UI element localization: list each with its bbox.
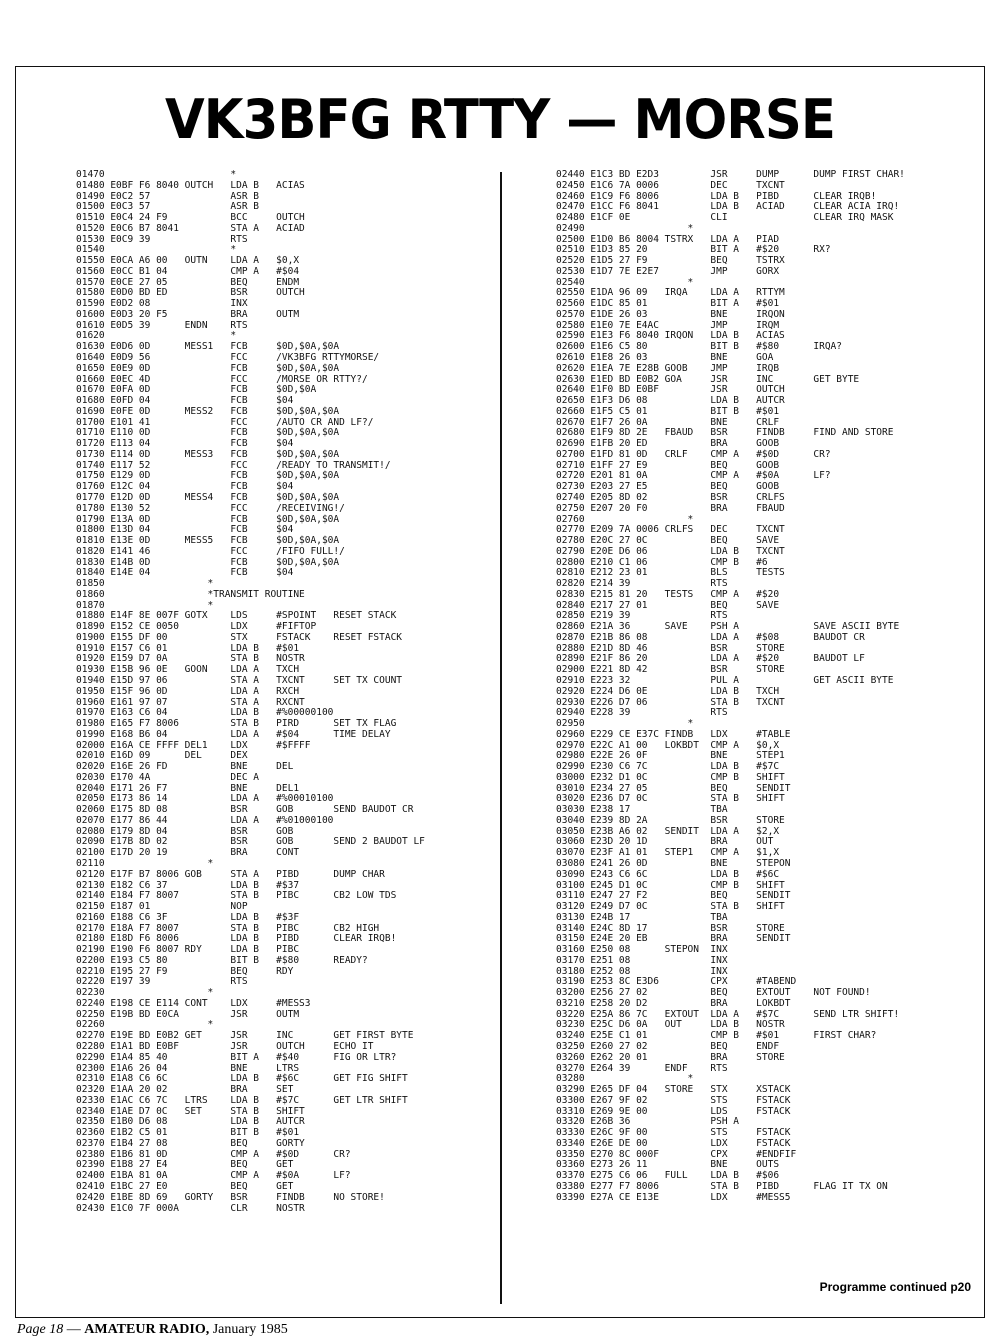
code-line: 01750 E129 0D FCB $0D,$0A,$0A: [76, 470, 340, 482]
code-line: 03350 E270 8C 000F CPX #ENDFIF: [556, 1148, 797, 1160]
code-line: 02980 E22E 26 0F BNE STEP1: [556, 750, 785, 762]
code-line: 01540 *: [76, 244, 237, 256]
code-line: 03390 E27A CE E13E LDX #MESS5: [556, 1191, 791, 1203]
code-line: 03070 E23F A1 01 STEP1 CMP A $1,X: [556, 847, 780, 859]
code-line: 01640 E0D9 56 FCC /VK3BFG RTTYMORSE/: [76, 352, 380, 364]
code-line: 02610 E1E8 26 03 BNE GOA: [556, 352, 774, 364]
code-line: 01940 E15D 97 06 STA A TXCNT SET TX COUNT: [76, 674, 403, 686]
code-line: 01500 E0C3 57 ASR B: [76, 201, 260, 213]
code-line: 02620 E1EA 7E E28B GOOB JMP IRQB: [556, 362, 780, 374]
code-line: 01600 E0D3 20 F5 BRA OUTM: [76, 308, 300, 320]
code-line: 03320 E26B 36 PSH A: [556, 1116, 740, 1128]
code-line: 02920 E224 D6 0E LDA B TXCH: [556, 685, 780, 697]
code-line: 03040 E239 8D 2A BSR STORE: [556, 814, 785, 826]
code-line: 01620 *: [76, 330, 237, 342]
code-line: 02520 E1D5 27 F9 BEQ TSTRX: [556, 255, 785, 267]
code-line: 02490 *: [556, 222, 694, 234]
page-number: Page 18: [17, 1322, 64, 1337]
code-line: 02720 E201 81 0A CMP A #$0A LF?: [556, 470, 831, 482]
code-line: 02900 E221 8D 42 BSR STORE: [556, 664, 785, 676]
code-line: 02890 E21F 86 20 LDA A #$20 BAUDOT LF: [556, 653, 865, 665]
code-line: 03140 E24C 8D 17 BSR STORE: [556, 922, 785, 934]
code-line: 01610 E0D5 39 ENDN RTS: [76, 319, 248, 331]
code-line: 02010 E16D 09 DEL DEX: [76, 750, 248, 762]
code-line: 02060 E175 8D 08 BSR GOB SEND BAUDOT CR: [76, 804, 414, 816]
code-line: 03060 E23D 20 1D BRA OUT: [556, 836, 774, 848]
code-line: 01870 *: [76, 599, 214, 611]
code-line: 02310 E1A8 C6 6C LDA B #$6C GET FIG SHIFT: [76, 1073, 408, 1085]
code-line: 02910 E223 32 PUL A GET ASCII BYTE: [556, 674, 894, 686]
code-line: 02850 E219 39 RTS: [556, 610, 728, 622]
code-line: 01530 E0C9 39 RTS: [76, 233, 248, 245]
code-line: 02080 E179 8D 04 BSR GOB: [76, 825, 294, 837]
column-divider: [500, 172, 502, 1304]
code-line: 03050 E23B A6 02 SENDIT LDA A $2,X: [556, 825, 780, 837]
code-line: 01720 E113 04 FCB $04: [76, 438, 294, 450]
code-line: 01690 E0FE 0D MESS2 FCB $0D,$0A,$0A: [76, 405, 340, 417]
code-line: 03090 E243 C6 6C LDA B #$6C: [556, 868, 780, 880]
code-line: 03130 E24B 17 TBA: [556, 911, 728, 923]
code-line: 02500 E1D0 B6 8004 TSTRX LDA A PIAD: [556, 233, 780, 245]
code-line: 02020 E16E 26 FD BNE DEL: [76, 761, 294, 773]
code-line: 03020 E236 D7 0C STA B SHIFT: [556, 793, 785, 805]
code-line: 02210 E195 27 F9 BEQ RDY: [76, 965, 294, 977]
code-line: 02160 E188 C6 3F LDA B #$3F: [76, 911, 300, 923]
code-line: 02180 E18D F6 8006 LDA B PIBD CLEAR IRQB!: [76, 933, 397, 945]
code-line: 02600 E1E6 C5 80 BIT B #$80 IRQA?: [556, 341, 842, 353]
code-line: 02930 E226 D7 06 STA B TXCNT: [556, 696, 785, 708]
code-line: 03310 E269 9E 00 LDS FSTACK: [556, 1105, 791, 1117]
code-line: 02860 E21A 36 SAVE PSH A SAVE ASCII BYTE: [556, 621, 900, 633]
code-line: 03160 E250 08 STEPON INX: [556, 944, 728, 956]
code-line: 01850 *: [76, 578, 214, 590]
code-line: 02770 E209 7A 0006 CRLFS DEC TXCNT: [556, 524, 785, 536]
code-line: 01910 E157 C6 01 LDA B #$01: [76, 642, 300, 654]
code-line: 02590 E1E3 F6 8040 IRQON LDA B ACIAS: [556, 330, 785, 342]
code-line: 01820 E141 46 FCC /FIFO FULL!/: [76, 545, 345, 557]
code-line: 02450 E1C6 7A 0006 DEC TXCNT: [556, 179, 785, 191]
code-line: 02800 E210 C1 06 CMP B #6: [556, 556, 768, 568]
code-line: 02550 E1DA 96 09 IRQA LDA A RTTYM: [556, 287, 785, 299]
code-line: 02350 E1B0 D6 08 LDA B AUTCR: [76, 1116, 305, 1128]
code-line: 02440 E1C3 BD E2D3 JSR DUMP DUMP FIRST CHAR!: [556, 169, 905, 180]
listing-column-right: [556, 170, 905, 1204]
code-line: 02410 E1BC 27 E0 BEQ GET: [76, 1180, 294, 1192]
code-line: 01810 E13E 0D MESS5 FCB $0D,$0A,$0A: [76, 535, 340, 547]
code-line: 02100 E17D 20 19 BRA CONT: [76, 847, 300, 859]
code-line: 02260 *: [76, 1019, 214, 1031]
code-line: 02650 E1F3 D6 08 LDA B AUTCR: [556, 395, 785, 407]
code-line: 03110 E247 27 F2 BEQ SENDIT: [556, 890, 791, 902]
issue-date: January 1985: [209, 1322, 288, 1337]
code-line: 02240 E198 CE E114 CONT LDX #MESS3: [76, 997, 311, 1009]
code-line: 01880 E14F 8E 007F GOTX LDS #SPOINT RESET STACK: [76, 610, 397, 622]
code-line: 02140 E184 F7 8007 STA B PIBC CB2 LOW TDS: [76, 890, 397, 902]
code-line: 03330 E26C 9F 00 STS FSTACK: [556, 1127, 791, 1139]
code-line: 02630 E1ED BD E0B2 GOA JSR INC GET BYTE: [556, 373, 860, 385]
code-line: 02420 E1BE 8D 69 GORTY BSR FINDB NO STORE!: [76, 1191, 385, 1203]
page-title: VK3BFG RTTY — MORSE: [165, 88, 835, 151]
code-line: 01780 E130 52 FCC /RECEIVING!/: [76, 502, 345, 514]
code-line: 02120 E17F B7 8006 GOB STA A PIBD DUMP CHAR: [76, 868, 385, 880]
code-line: 01950 E15F 96 0D LDA A RXCH: [76, 685, 300, 697]
code-line: 01770 E12D 0D MESS4 FCB $0D,$0A,$0A: [76, 491, 340, 503]
code-line: 02750 E207 20 F0 BRA FBAUD: [556, 502, 785, 514]
magazine-name: AMATEUR RADIO,: [84, 1322, 210, 1337]
code-line: 03200 E256 27 02 BEQ EXTOUT NOT FOUND!: [556, 987, 871, 999]
code-line: 03300 E267 9F 02 STS FSTACK: [556, 1094, 791, 1106]
code-line: 02830 E215 81 20 TESTS CMP A #$20: [556, 588, 780, 600]
code-line: 03010 E234 27 05 BEQ SENDIT: [556, 782, 791, 794]
code-line: 01670 E0FA 0D FCB $0D,$0A: [76, 384, 317, 396]
code-line: 02870 E21B 86 08 LDA A #$08 BAUDOT CR: [556, 631, 865, 643]
code-line: 01560 E0CC B1 04 CMP A #$04: [76, 265, 300, 277]
code-line: 02110 *: [76, 858, 214, 869]
code-line: 03170 E251 08 INX: [556, 954, 728, 966]
code-line: 01680 E0FD 04 FCB $04: [76, 395, 294, 407]
code-line: 03120 E249 D7 0C STA B SHIFT: [556, 901, 785, 913]
code-line: 01740 E117 52 FCC /READY TO TRANSMIT!/: [76, 459, 391, 471]
code-line: 01470 *: [76, 169, 237, 180]
code-line: 01860 *TRANSMIT ROUTINE: [76, 588, 305, 600]
code-line: 02250 E19B BD E0CA JSR OUTM: [76, 1008, 300, 1020]
code-line: 02780 E20C 27 0C BEQ SAVE: [556, 535, 780, 547]
code-line: 02190 E190 F6 8007 RDY LDA B PIBC: [76, 944, 300, 956]
code-line: 02270 E19E BD E0B2 GET JSR INC GET FIRST BYTE: [76, 1030, 414, 1042]
code-line: 01490 E0C2 57 ASR B: [76, 190, 260, 202]
code-line: 01480 E0BF F6 8040 OUTCH LDA B ACIAS: [76, 179, 305, 191]
code-line: 02570 E1DE 26 03 BNE IRQON: [556, 308, 785, 320]
code-line: 02290 E1A4 85 40 BIT A #$40 FIG OR LTR?: [76, 1051, 397, 1063]
code-line: 01590 E0D2 08 INX: [76, 298, 248, 310]
code-line: 02760 *: [556, 513, 694, 525]
code-line: 02050 E173 86 14 LDA A #%00010100: [76, 793, 334, 805]
code-line: 01510 E0C4 24 F9 BCC OUTCH: [76, 212, 305, 224]
code-line: 01960 E161 97 07 STA A RXCNT: [76, 696, 305, 708]
code-line: 01990 E168 B6 04 LDA A #$04 TIME DELAY: [76, 728, 391, 740]
code-line: 01630 E0D6 0D MESS1 FCB $0D,$0A,$0A: [76, 341, 340, 353]
code-line: 01760 E12C 04 FCB $04: [76, 481, 294, 493]
code-line: 03280 *: [556, 1073, 694, 1085]
code-line: 02990 E230 C6 7C LDA B #$7C: [556, 761, 780, 773]
code-line: 02430 E1C0 7F 000A CLR NOSTR: [76, 1202, 305, 1214]
code-line: 01900 E155 DF 00 STX FSTACK RESET FSTACK: [76, 631, 403, 643]
code-line: 02070 E177 86 44 LDA A #%01000100: [76, 814, 334, 826]
code-line: 02950 *: [556, 718, 694, 730]
code-line: 02560 E1DC 85 01 BIT A #$01: [556, 298, 780, 310]
code-line: 02200 E193 C5 80 BIT B #$80 READY?: [76, 954, 368, 966]
code-line: 02880 E21D 8D 46 BSR STORE: [556, 642, 785, 654]
code-line: 01570 E0CE 27 05 BEQ ENDM: [76, 276, 300, 288]
footer-dash: —: [63, 1322, 85, 1337]
code-line: 02680 E1F9 8D 2E FBAUD BSR FINDB FIND AND STORE: [556, 427, 894, 439]
code-line: 02220 E197 39 RTS: [76, 976, 248, 988]
code-line: 02740 E205 8D 02 BSR CRLFS: [556, 491, 785, 503]
code-line: 03380 E277 F7 8006 STA B PIBD FLAG IT TX ON: [556, 1180, 888, 1192]
code-line: 02090 E17B 8D 02 BSR GOB SEND 2 BAUDOT LF: [76, 836, 425, 848]
code-line: 03180 E252 08 INX: [556, 965, 728, 977]
code-line: 02360 E1B2 C5 01 BIT B #$01: [76, 1127, 300, 1139]
code-line: 01920 E159 D7 0A STA B NOSTR: [76, 653, 305, 665]
code-line: 02030 E170 4A DEC A: [76, 771, 260, 783]
code-line: 02370 E1B4 27 08 BEQ GORTY: [76, 1137, 305, 1149]
code-line: 03270 E264 39 ENDF RTS: [556, 1062, 728, 1074]
code-line: 02150 E187 01 NOP: [76, 901, 248, 913]
code-line: 03230 E25C D6 0A OUT LDA B NOSTR: [556, 1019, 785, 1031]
code-line: 02330 E1AC C6 7C LTRS LDA B #$7C GET LTR SHIFT: [76, 1094, 408, 1106]
code-line: 02530 E1D7 7E E2E7 JMP GORX: [556, 265, 780, 277]
code-line: 01930 E15B 96 0E GOON LDA A TXCH: [76, 664, 300, 676]
code-line: 03210 E258 20 D2 BRA LOKBDT: [556, 997, 791, 1009]
code-line: 02390 E1B8 27 E4 BEQ GET: [76, 1159, 294, 1171]
code-line: 01520 E0C6 B7 8041 STA A ACIAD: [76, 222, 305, 234]
code-line: 01830 E14B 0D FCB $0D,$0A,$0A: [76, 556, 340, 568]
code-line: 02510 E1D3 85 20 BIT A #$20 RX?: [556, 244, 831, 256]
code-line: 02040 E171 26 F7 BNE DEL1: [76, 782, 300, 794]
code-line: 02730 E203 27 E5 BEQ GOOB: [556, 481, 780, 493]
code-line: 01650 E0E9 0D FCB $0D,$0A,$0A: [76, 362, 340, 374]
code-line: 01550 E0CA A6 00 OUTN LDA A $0,X: [76, 255, 300, 267]
code-line: 02790 E20E D6 06 LDA B TXCNT: [556, 545, 785, 557]
code-line: 02230 *: [76, 987, 214, 999]
code-line: 02300 E1A6 26 04 BNE LTRS: [76, 1062, 300, 1074]
code-line: 03220 E25A 86 7C EXTOUT LDA A #$7C SEND LTR SHIFT!: [556, 1008, 900, 1020]
code-line: 03250 E260 27 02 BEQ ENDF: [556, 1041, 780, 1053]
code-line: 02660 E1F5 C5 01 BIT B #$01: [556, 405, 780, 417]
code-line: 02400 E1BA 81 0A CMP A #$0A LF?: [76, 1170, 351, 1182]
code-line: 02670 E1F7 26 0A BNE CRLF: [556, 416, 780, 428]
code-line: 01840 E14E 04 FCB $04: [76, 567, 294, 579]
code-line: 02170 E18A F7 8007 STA B PIBC CB2 HIGH: [76, 922, 380, 934]
code-line: 01800 E13D 04 FCB $04: [76, 524, 294, 536]
code-line: 02640 E1F0 BD E0BF JSR OUTCH: [556, 384, 785, 396]
code-line: 03100 E245 D1 0C CMP B SHIFT: [556, 879, 785, 891]
code-line: 03290 E265 DF 04 STORE STX XSTACK: [556, 1084, 791, 1096]
code-line: 03340 E26E DE 00 LDX FSTACK: [556, 1137, 791, 1149]
code-line: 01700 E101 41 FCC /AUTO CR AND LF?/: [76, 416, 374, 428]
code-line: 02380 E1B6 81 0D CMP A #$0D CR?: [76, 1148, 351, 1160]
code-line: 03360 E273 26 11 BNE OUTS: [556, 1159, 780, 1171]
continued-note: Programme continued p20: [819, 1280, 971, 1294]
code-line: 03030 E238 17 TBA: [556, 804, 728, 816]
code-line: 02130 E182 C6 37 LDA B #$37: [76, 879, 300, 891]
code-line: 01660 E0EC 4D FCC /MORSE OR RTTY?/: [76, 373, 368, 385]
listing-column-left: [76, 170, 425, 1214]
code-line: 01730 E114 0D MESS3 FCB $0D,$0A,$0A: [76, 448, 340, 460]
code-line: 02470 E1CC F6 8041 LDA B ACIAD CLEAR ACIA IRQ!: [556, 201, 900, 213]
code-line: 01710 E110 0D FCB $0D,$0A,$0A: [76, 427, 340, 439]
code-line: 03190 E253 8C E3D6 CPX #TABEND: [556, 976, 797, 988]
code-line: 03000 E232 D1 0C CMP B SHIFT: [556, 771, 785, 783]
code-line: 02580 E1E0 7E E4AC JMP IRQM: [556, 319, 780, 331]
code-line: 01790 E13A 0D FCB $0D,$0A,$0A: [76, 513, 340, 525]
code-line: 01580 E0D0 BD ED BSR OUTCH: [76, 287, 305, 299]
code-line: 02700 E1FD 81 0D CRLF CMP A #$0D CR?: [556, 448, 831, 460]
code-line: 03150 E24E 20 EB BRA SENDIT: [556, 933, 791, 945]
code-line: 02460 E1C9 F6 8006 LDA B PIBD CLEAR IRQB!: [556, 190, 877, 202]
page-footer: [17, 1322, 288, 1338]
code-line: 01890 E152 CE 0050 LDX #FIFTOP: [76, 621, 317, 633]
code-line: 02340 E1AE D7 0C SET STA B SHIFT: [76, 1105, 305, 1117]
code-line: 03240 E25E C1 01 CMP B #$01 FIRST CHAR?: [556, 1030, 877, 1042]
code-line: 03370 E275 C6 06 FULL LDA B #$06: [556, 1170, 780, 1182]
code-line: 03080 E241 26 0D BNE STEPON: [556, 858, 791, 869]
code-line: 02000 E16A CE FFFF DEL1 LDX #$FFFF: [76, 739, 311, 751]
code-line: 02540 *: [556, 276, 694, 288]
code-line: 02820 E214 39 RTS: [556, 578, 728, 590]
code-line: 01970 E163 C6 04 LDA B #%00000100: [76, 707, 334, 719]
code-line: 02320 E1AA 20 02 BRA SET: [76, 1084, 294, 1096]
code-line: 02480 E1CF 0E CLI CLEAR IRQ MASK: [556, 212, 894, 224]
code-line: 02710 E1FF 27 E9 BEQ GOOB: [556, 459, 780, 471]
code-line: 02960 E229 CE E37C FINDB LDX #TABLE: [556, 728, 791, 740]
code-line: 02280 E1A1 BD E0BF JSR OUTCH ECHO IT: [76, 1041, 374, 1053]
code-line: 02840 E217 27 01 BEQ SAVE: [556, 599, 780, 611]
code-line: 02690 E1FB 20 ED BRA GOOB: [556, 438, 780, 450]
code-line: 02940 E228 39 RTS: [556, 707, 728, 719]
code-line: 03260 E262 20 01 BRA STORE: [556, 1051, 785, 1063]
code-line: 01980 E165 F7 8006 STA B PIRD SET TX FLAG: [76, 718, 397, 730]
code-line: 02810 E212 23 01 BLS TESTS: [556, 567, 785, 579]
code-line: 02970 E22C A1 00 LOKBDT CMP A $0,X: [556, 739, 780, 751]
